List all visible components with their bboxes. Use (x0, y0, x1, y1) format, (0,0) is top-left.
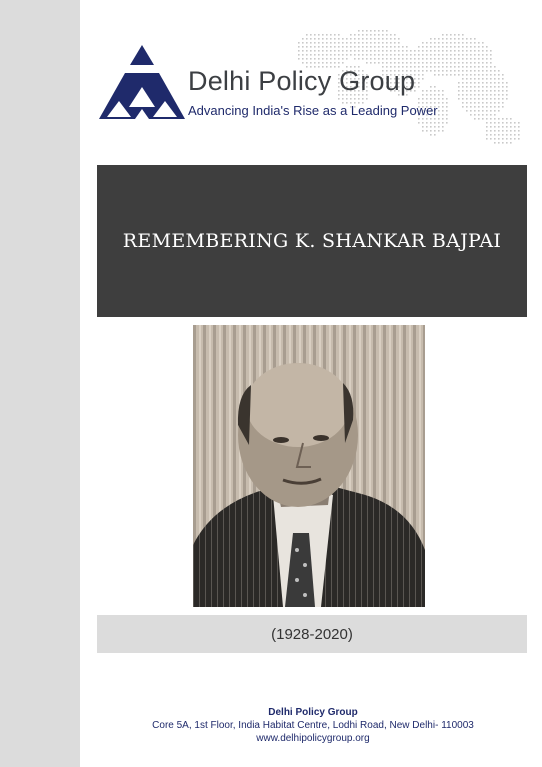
footer (80, 706, 542, 745)
years-band (97, 615, 527, 653)
footer-address: Core 5A, 1st Floor, India Habitat Centre, Lodhi Road, New Delhi- 110003 (152, 720, 474, 731)
portrait-photo (193, 325, 425, 607)
cover-title: REMEMBERING K. SHANKAR BAJPAI (122, 230, 502, 252)
dpg-logo-icon (97, 43, 187, 121)
title-block (97, 165, 527, 317)
brand-name: Delhi Policy Group (188, 66, 416, 96)
footer-website[interactable]: www.delhipolicygroup.org (256, 733, 370, 744)
footer-org: Delhi Policy Group (268, 707, 358, 718)
life-years: (1928-2020) (271, 625, 353, 643)
brand-tagline: Advancing India's Rise as a Leading Power (188, 103, 438, 118)
side-strip (0, 0, 80, 767)
